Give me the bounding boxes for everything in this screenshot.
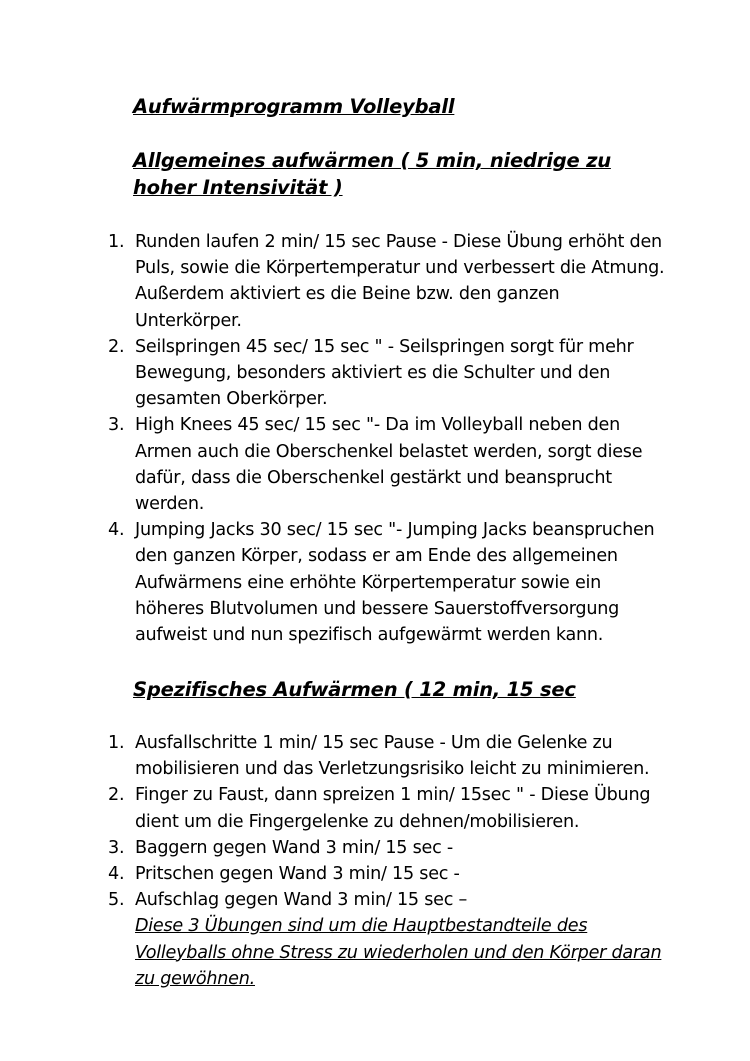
list-item — [108, 517, 668, 648]
list-item-text: Finger zu Faust, dann spreizen 1 min/ 15sec " - Diese Übung dient um die Fingergelenke zu dehnen/mobilisieren. — [135, 785, 651, 832]
list-item-text: Seilspringen 45 sec/ 15 sec " - Seilspringen sorgt für mehr Bewegung, besonders aktiviert es die Schulter und den gesamten Oberkörper. — [135, 336, 634, 410]
list-item-number: 3. — [108, 415, 125, 436]
list-item-text: Baggern gegen Wand 3 min/ 15 sec - — [135, 837, 453, 858]
list-item — [108, 887, 668, 992]
specific-warmup-list — [108, 730, 668, 992]
list-item-text: Aufschlag gegen Wand 3 min/ 15 sec – — [135, 890, 468, 911]
list-item — [108, 861, 668, 887]
list-item-number: 5. — [108, 890, 125, 911]
document-title: Aufwärmprogramm Volleyball — [133, 95, 455, 118]
list-item-text: High Knees 45 sec/ 15 sec "- Da im Volleyball neben den Armen auch die Oberschenkel belastet werden, sorgt diese dafür, dass die Oberschenkel gestärkt und beansprucht werden. — [135, 415, 643, 515]
list-item-number: 4. — [108, 520, 125, 541]
list-item — [108, 334, 668, 413]
exercise-note: Diese 3 Übungen sind um die Hauptbestandteile des Volleyballs ohne Stress zu wiederholen und den Körper daran zu gewöhnen. — [135, 916, 662, 989]
list-item-text: Pritschen gegen Wand 3 min/ 15 sec - — [135, 864, 460, 885]
general-warmup-heading: Allgemeines aufwärmen ( 5 min, niedrige zu hoher Intensivität ) — [133, 149, 611, 199]
list-item-text: Runden laufen 2 min/ 15 sec Pause - Diese Übung erhöht den Puls, sowie die Körpertemperatur und verbessert die Atmung. Außerdem aktiviert es die Beine bzw. den ganzen Unterkörper. — [135, 232, 665, 331]
list-item-number: 2. — [108, 785, 125, 806]
list-item — [108, 835, 668, 861]
specific-warmup-heading: Spezifisches Aufwärmen ( 12 min, 15 sec — [133, 678, 576, 701]
list-item-number: 3. — [108, 837, 125, 858]
list-item-text: Ausfallschritte 1 min/ 15 sec Pause - Um die Gelenke zu mobilisieren und das Verletzungsrisiko leicht zu minimieren. — [135, 733, 650, 780]
list-item — [108, 412, 668, 517]
list-item-number: 2. — [108, 336, 125, 357]
list-item-number: 1. — [108, 733, 125, 753]
list-item-text: Jumping Jacks 30 sec/ 15 sec "- Jumping Jacks beanspruchen den ganzen Körper, sodass er am Ende des allgemeinen Aufwärmens eine erhöhte Körpertemperatur sowie ein höheres Blutvolumen und bessere Sauerstoffversorgung aufweist und nun spezifisch aufgewärmt werden kann. — [135, 520, 655, 646]
list-item — [108, 229, 668, 334]
list-item — [108, 782, 668, 834]
list-item-number: 4. — [108, 864, 125, 885]
list-item-number: 1. — [108, 232, 125, 252]
list-item — [108, 730, 668, 782]
general-warmup-list — [108, 229, 668, 648]
